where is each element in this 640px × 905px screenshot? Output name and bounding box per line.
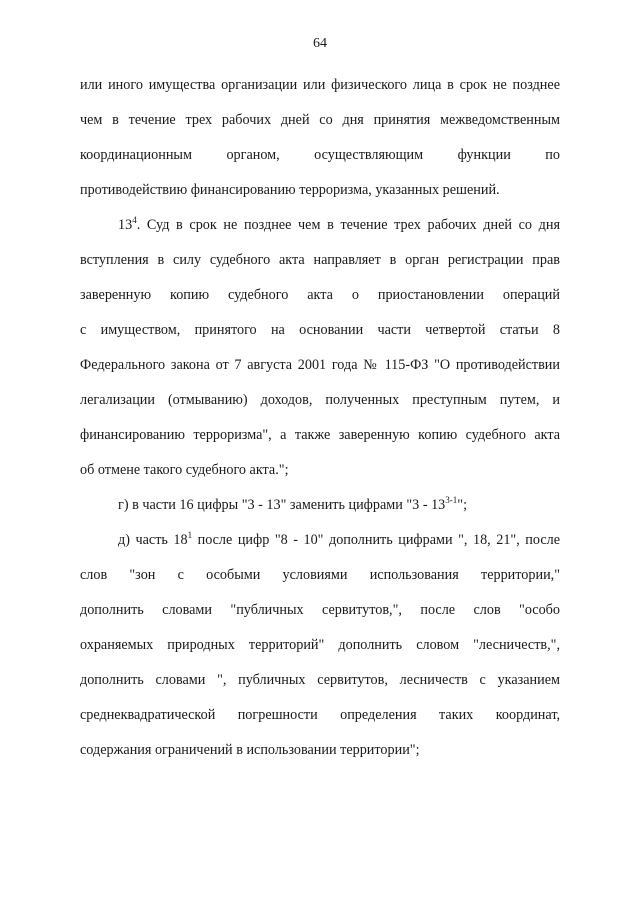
paragraph-2-line-2: вступления в силу судебного акта направляет в орган регистрации прав (80, 252, 560, 268)
paragraph-4-line-4: охраняемых природных территорий" дополнить словом "лесничеств,", (80, 637, 560, 653)
paragraph-4-line-3: дополнить словами "публичных сервитутов,", после слов "особо (80, 602, 560, 618)
item-number: 13 (118, 217, 133, 233)
paragraph-1-line-4: противодействию финансированию терроризма, указанных решений. (80, 182, 500, 198)
paragraph-4-line-2: слов "зон с особыми условиями использования территории," (80, 567, 560, 583)
paragraph-4-line-7: содержания ограничений в использовании территории"; (80, 742, 420, 758)
paragraph-3-line-1 (118, 496, 560, 514)
paragraph-2-line-1-text: . Суд в срок не позднее чем в течение трех рабочих дней со дня (136, 217, 560, 233)
word: координационным (80, 147, 192, 163)
paragraph-1-line-3 (80, 146, 560, 164)
paragraph-1-line-1: или иного имущества организации или физического лица в срок не позднее (80, 77, 560, 93)
paragraph-4-text-a: д) часть 18 (118, 532, 188, 548)
paragraph-2-line-7: финансированию терроризма", а также заверенную копию судебного акта (80, 427, 560, 443)
paragraph-2-line-3: заверенную копию судебного акта о приостановлении операций (80, 287, 560, 303)
paragraph-3-end: "; (457, 497, 468, 513)
paragraph-4-text-b: после цифр "8 - 10" дополнить цифрами ", 18, 21", после (192, 532, 560, 548)
paragraph-2-line-1 (118, 216, 560, 234)
page-number: 64 (313, 36, 327, 51)
paragraph-2-line-4: с имуществом, принятого на основании части четвертой статьи 8 (80, 322, 560, 338)
paragraph-4-line-6: среднеквадратической погрешности определения таких координат, (80, 707, 560, 723)
paragraph-4-superscript: 1 (187, 530, 193, 540)
paragraph-4-line-1 (118, 531, 560, 549)
paragraph-3-superscript: 3-1 (445, 495, 458, 505)
word: органом, (226, 147, 280, 163)
paragraph-2-line-8: об отмене такого судебного акта."; (80, 462, 289, 478)
paragraph-1-line-2: чем в течение трех рабочих дней со дня принятия межведомственным (80, 112, 560, 128)
word: осуществляющим (314, 147, 424, 163)
paragraph-2-line-6: легализации (отмыванию) доходов, полученных преступным путем, и (80, 392, 560, 408)
paragraph-3-text: г) в части 16 цифры "3 - 13" заменить цифрами "3 - 13 (118, 497, 446, 513)
paragraph-4-line-5: дополнить словами ", публичных сервитутов, лесничеств с указанием (80, 672, 560, 688)
item-number-superscript: 4 (132, 215, 137, 225)
word: функции (457, 147, 511, 163)
word: по (545, 147, 560, 163)
paragraph-2-line-5: Федерального закона от 7 августа 2001 года № 115-ФЗ "О противодействии (80, 357, 560, 373)
